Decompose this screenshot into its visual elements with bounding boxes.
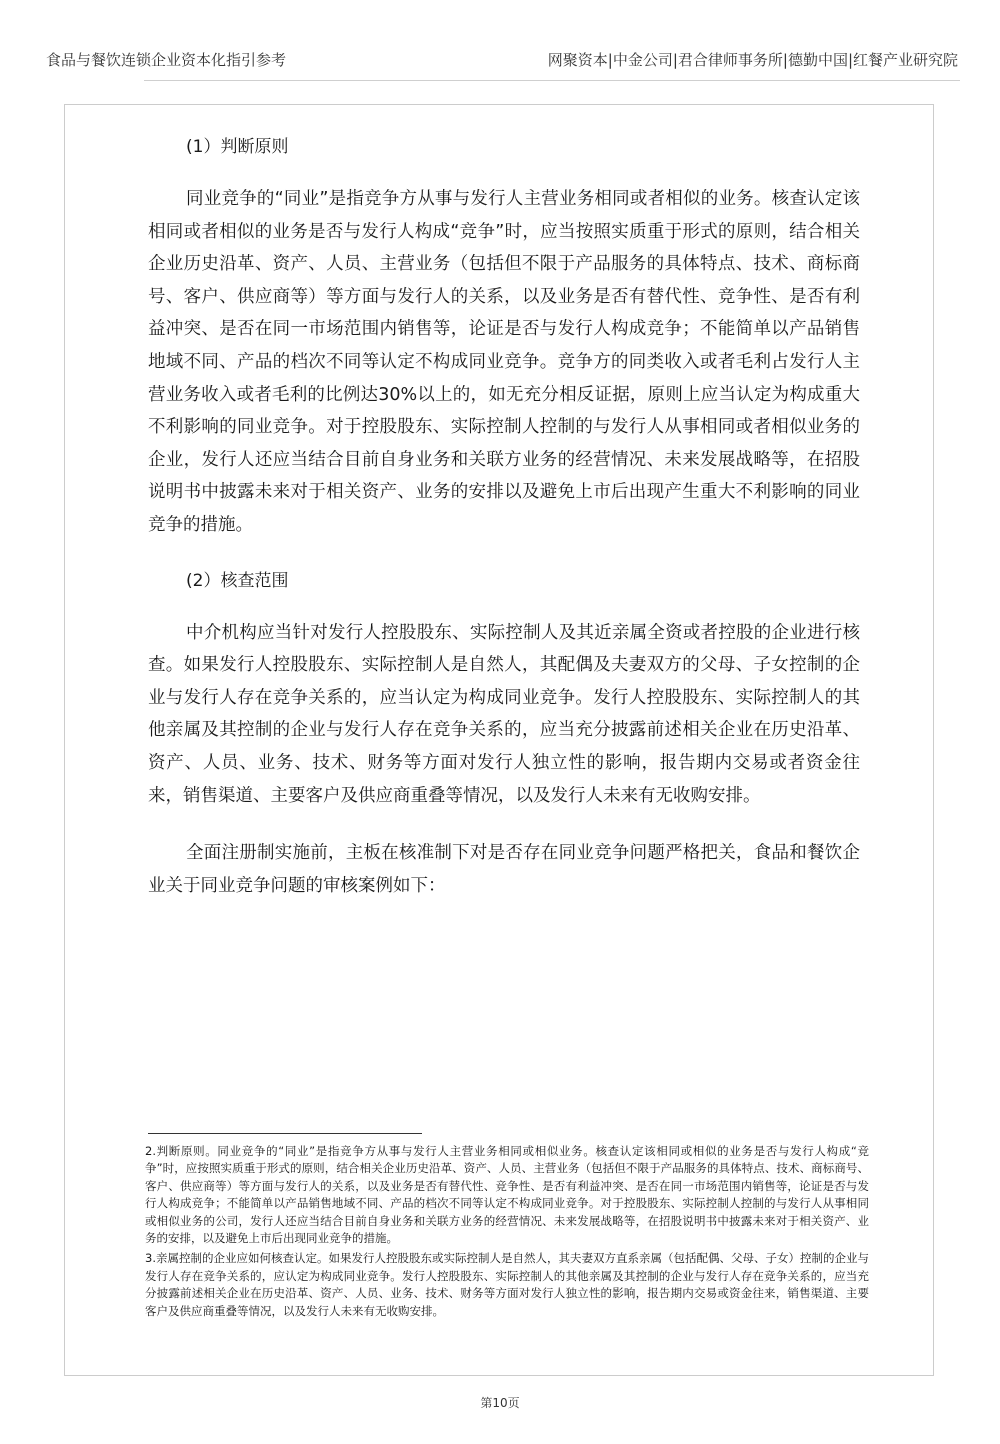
- page-number: 第10页: [480, 1396, 520, 1410]
- header-left-title: 食品与餐饮连锁企业资本化指引参考: [46, 51, 287, 69]
- footnote-2: 2.判断原则。同业竞争的“同业”是指竞争方从事与发行人主营业务相同或相似业务。核查认定该相同或相似的业务是否与发行人构成“竞争”时，应按照实质重于形式的原则，结合相关企业历史沿革、资产、人员、主营业务（包括但不限于产品服务的具体特点、技术、商标商号、客户、供应商等）等方面与发行人的关系，以及业务是否有替代性、竞争性、是否有利益冲突、是否在同一市场范围内销售等，论证是否与发行人构成竞争；不能简单以产品销售地域不同、产品的档次不同等认定不构成同业竞争。对于控股股东、实际控制人控制的与发行人从事相同或相似业务的公司，发行人还应当结合目前自身业务和关联方业务的经营情况、未来发展战略等，在招股说明书中披露未来对于相关资产、业务的安排，以及避免上市后出现同业竞争的措施。: [145, 1144, 869, 1246]
- paragraph-case-intro: 全面注册制实施前，主板在核准制下对是否存在同业竞争问题严格把关，食品和餐饮企业关于同业竞争问题的审核案例如下：: [148, 843, 860, 896]
- paragraph-scope: 中介机构应当针对发行人控股股东、实际控制人及其近亲属全资或者控股的企业进行核查。如果发行人控股股东、实际控制人是自然人，其配偶及夫妻双方的父母、子女控制的企业与发行人存在竞争关系的，应当认定为构成同业竞争。发行人控股股东、实际控制人的其他亲属及其控制的企业与发行人存在竞争关系的，应当充分披露前述相关企业在历史沿革、资产、人员、业务、技术、财务等方面对发行人独立性的影响，报告期内交易或者资金往来，销售渠道、主要客户及供应商重叠等情况，以及发行人未来有无收购安排。: [148, 622, 860, 806]
- footnote-rule: [148, 1133, 422, 1134]
- footnotes: [145, 1143, 869, 1323]
- footnote-3: 3.亲属控制的企业应如何核查认定。如果发行人控股股东或实际控制人是自然人，其夫妻双方直系亲属（包括配偶、父母、子女）控制的企业与发行人存在竞争关系的，应认定为构成同业竞争。发行人控股股东、实际控制人的其他亲属及其控制的企业与发行人存在竞争关系的，应当充分披露前述相关企业在历史沿革、资产、人员、业务、技术、财务等方面对发行人独立性的影响，报告期内交易或资金往来，销售渠道、主要客户及供应商重叠等情况，以及发行人未来有无收购安排。: [145, 1251, 869, 1318]
- section-heading-scope: (2）核查范围: [186, 570, 289, 591]
- main-content: [148, 133, 860, 902]
- header-divider: [144, 80, 960, 81]
- header-right-sources: 网聚资本|中金公司|君合律师事务所|德勤中国|红餐产业研究院: [547, 51, 958, 69]
- section-heading-judgment-principle: (1）判断原则: [186, 137, 289, 157]
- paragraph-judgment-principle: 同业竞争的“同业”是指竞争方从事与发行人主营业务相同或者相似的业务。核查认定该相同或者相似的业务是否与发行人构成“竞争”时，应当按照实质重于形式的原则，结合相关企业历史沿革、资产、人员、主营业务（包括但不限于产品服务的具体特点、技术、商标商号、客户、供应商等）等方面与发行人的关系，以及业务是否有替代性、竞争性、是否有利益冲突、是否在同一市场范围内销售等，论证是否与发行人构成竞争；不能简单以产品销售地域不同、产品的档次不同等认定不构成同业竞争。竞争方的同类收入或者毛利占发行人主营业务收入或者毛利的比例达30%以上的，如无充分相反证据，原则上应当认定为构成重大不利影响的同业竞争。对于控股股东、实际控制人控制的与发行人从事相同或者相似业务的企业，发行人还应当结合目前自身业务和关联方业务的经营情况、未来发展战略等，在招股说明书中披露未来对于相关资产、业务的安排以及避免上市后出现产生重大不利影响的同业竞争的措施。: [148, 189, 860, 535]
